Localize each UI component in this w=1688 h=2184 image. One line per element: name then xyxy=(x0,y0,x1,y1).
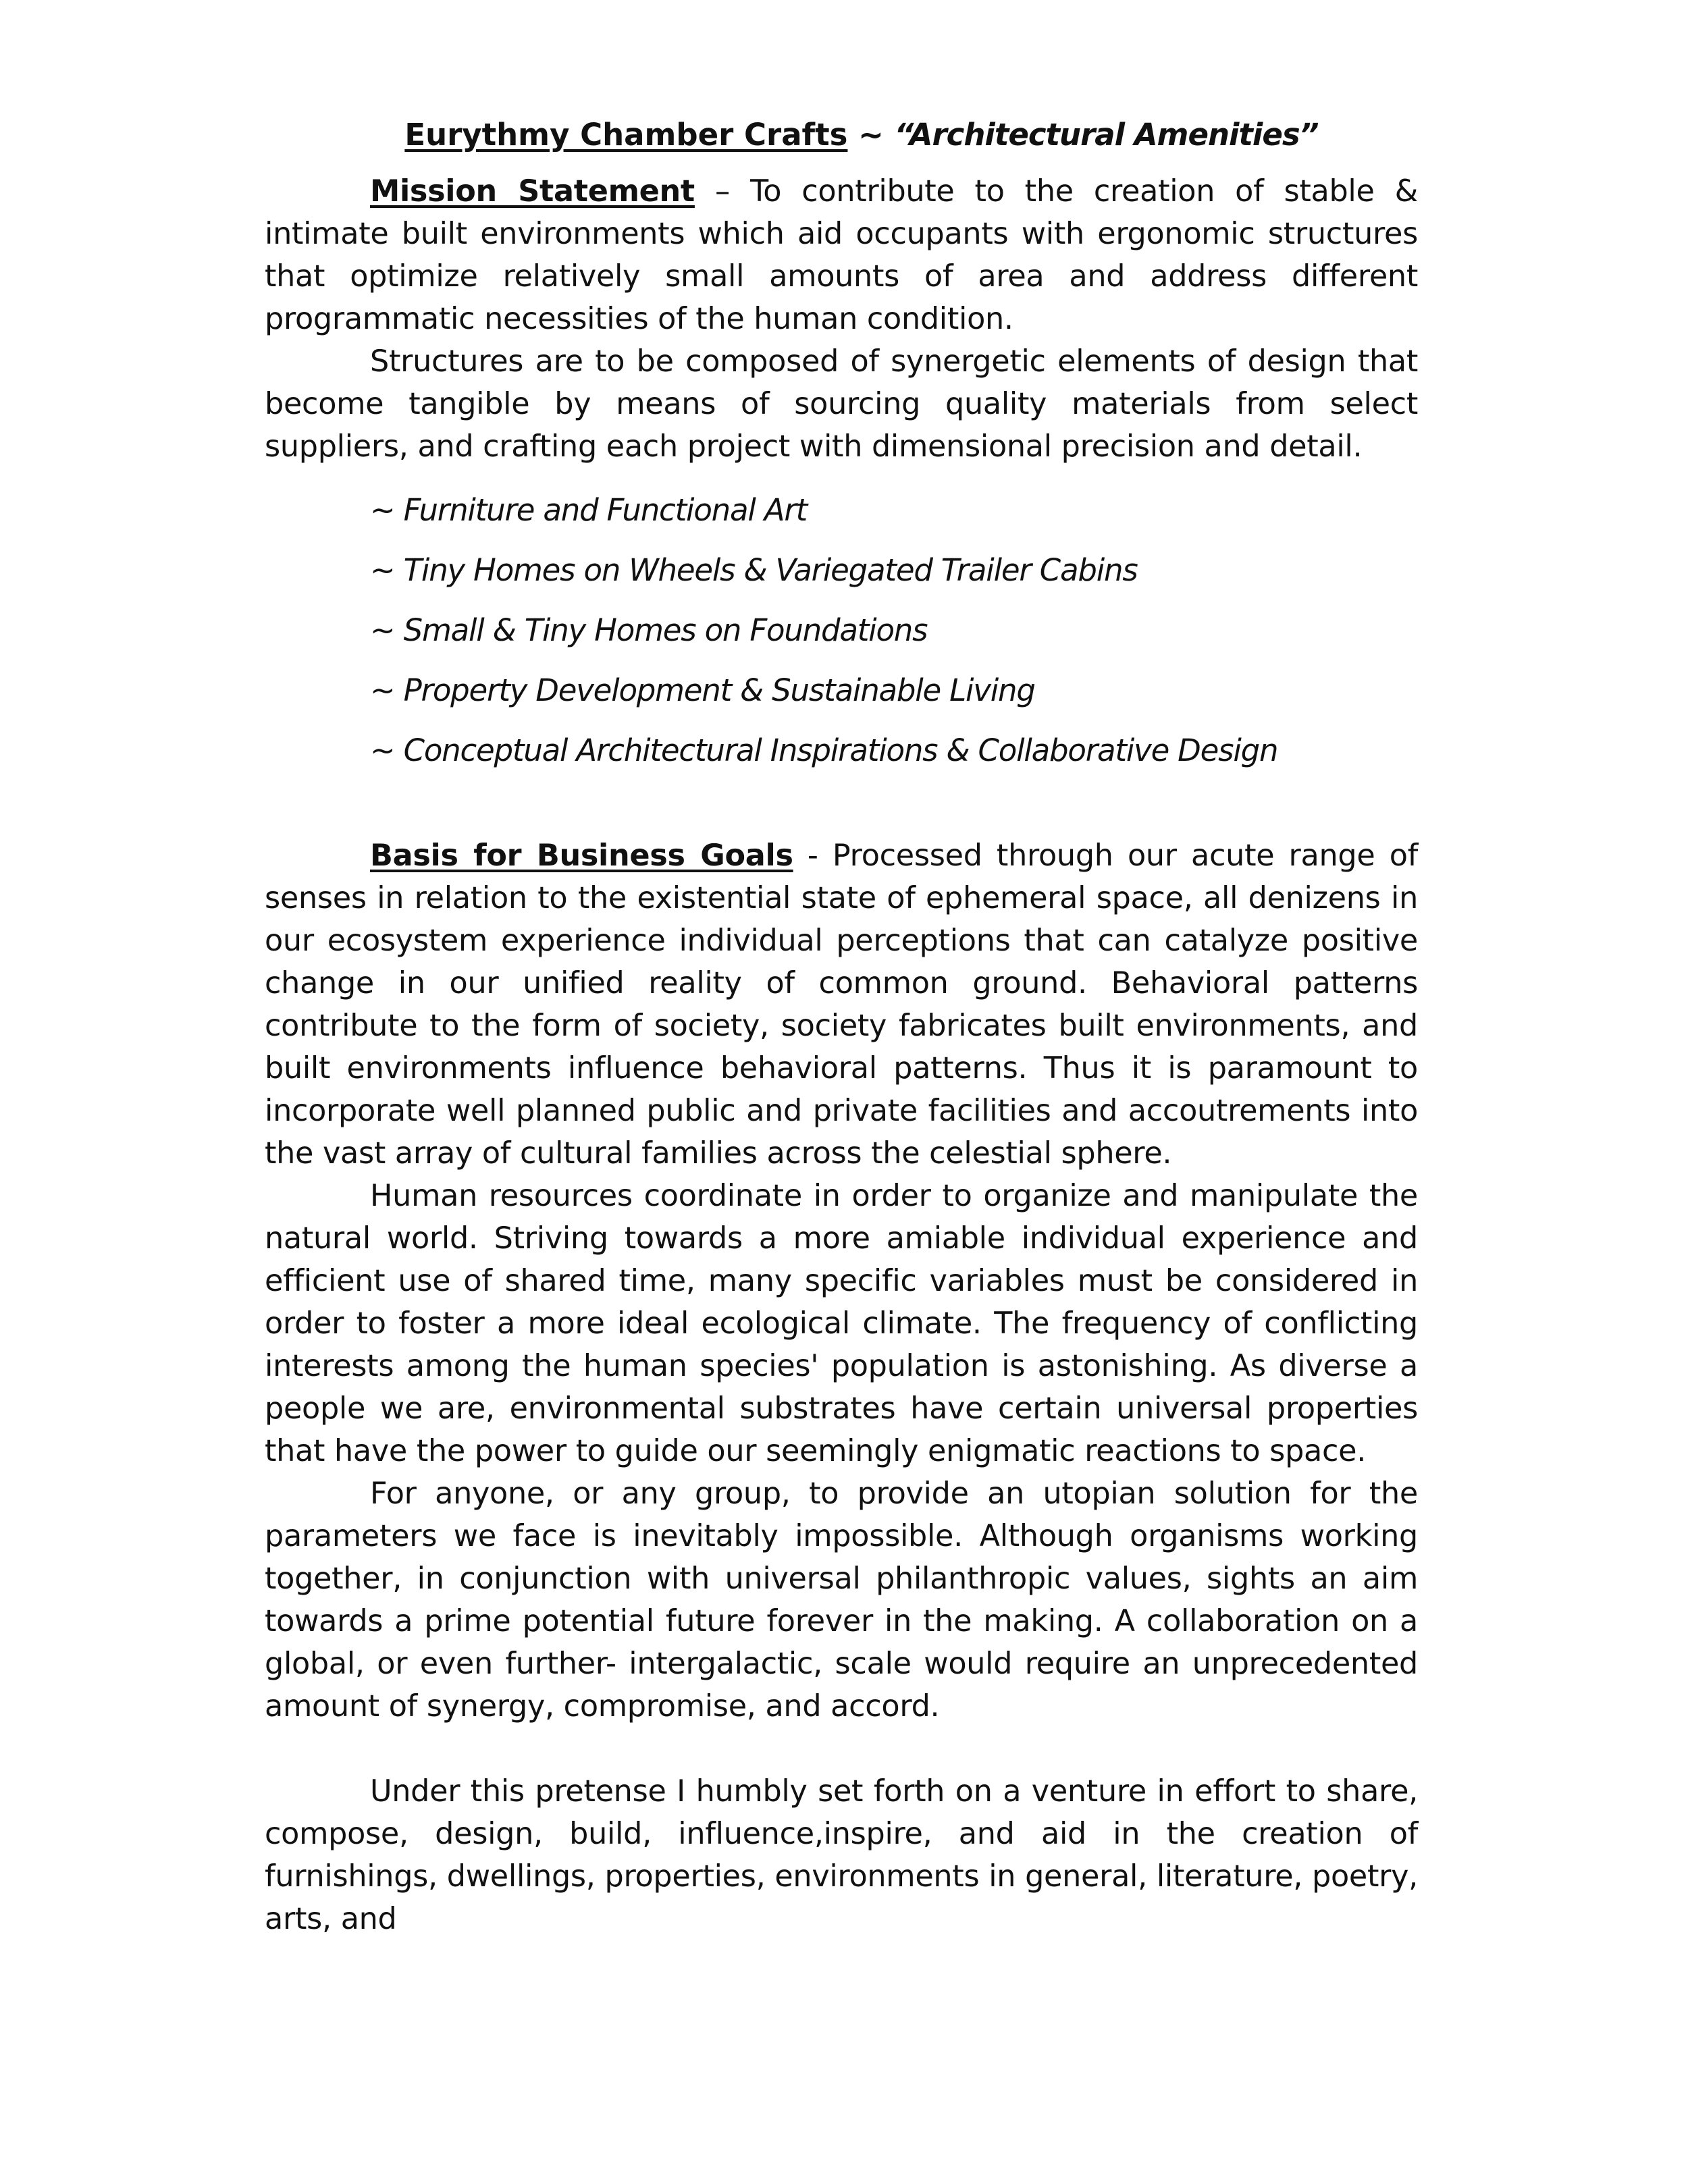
spacer xyxy=(265,1728,1418,1770)
offering-item: ~ Conceptual Architectural Inspirations & Collaborative Design xyxy=(370,733,1278,768)
basis-heading: Basis for Business Goals xyxy=(370,838,793,873)
structures-paragraph: Structures are to be composed of synergetic elements of design that become tangible by means of sourcing quality materials from select suppliers, and crafting each project with dimensional precision and detail. xyxy=(265,344,1418,464)
document-page xyxy=(265,115,1418,1940)
mission-heading: Mission Statement xyxy=(370,174,695,209)
offering-item: ~ Tiny Homes on Wheels & Variegated Trailer Cabins xyxy=(370,552,1138,588)
title-separator: ~ xyxy=(847,117,895,153)
offering-item: ~ Property Development & Sustainable Living xyxy=(370,672,1035,708)
spacer xyxy=(265,780,1418,834)
venture-paragraph: Under this pretense I humbly set forth on a venture in effort to share, compose, design, build, influence,inspire, and aid in the creation of furnishings, dwellings, properties, environments in general, literature, poetry, arts, and xyxy=(265,1774,1418,1936)
title-subtitle: “Architectural Amenities” xyxy=(894,117,1319,153)
basis-text: - Processed through our acute range of senses in relation to the existential state of ephemeral space, all denizens in our ecosystem experience individual perceptions that can catalyze positive change in our unified reality of common ground. Behavioral patterns contribute to the form of society, society fabricates built environments, and built environments influence behavioral patterns. Thus it is paramount to incorporate well planned public and private facilities and accoutrements into the vast array of cultural families across the celestial sphere. xyxy=(265,838,1419,1171)
human-resources-paragraph: Human resources coordinate in order to organize and manipulate the natural world. Striving towards a more amiable individual experience and efficient use of shared time, many specific variables must be considered in order to foster a more ideal ecological climate. The frequency of conflicting interests among the human species' population is astonishing. As diverse a people we are, environmental substrates have certain universal properties that have the power to guide our seemingly enigmatic reactions to space. xyxy=(265,1179,1418,1468)
offering-item: ~ Furniture and Functional Art xyxy=(370,492,808,528)
mission-paragraph xyxy=(265,170,1418,340)
offerings-list xyxy=(370,480,1418,780)
utopian-paragraph: For anyone, or any group, to provide an utopian solution for the parameters we face is inevitably impossible. Although organisms working together, in conjunction with universal philanthropic values, sights an aim towards a prime potential future forever in the making. A collaboration on a global, or even further- intergalactic, scale would require an unprecedented amount of synergy, compromise, and accord. xyxy=(265,1476,1418,1724)
basis-paragraph xyxy=(265,834,1418,1175)
mission-text: – To contribute to the creation of stable & intimate built environments which aid occupants with ergonomic structures that optimize relatively small amounts of area and address different programmatic necessities of the human condition. xyxy=(265,174,1419,336)
document-title xyxy=(265,115,1418,155)
offering-item: ~ Small & Tiny Homes on Foundations xyxy=(370,612,928,648)
title-company-name: Eurythmy Chamber Crafts xyxy=(404,117,848,153)
